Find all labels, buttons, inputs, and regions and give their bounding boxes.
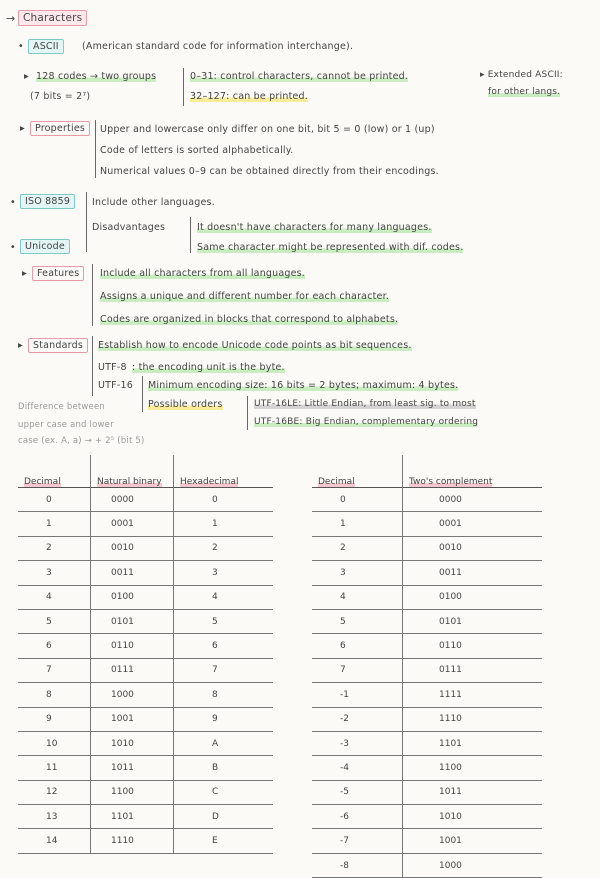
table-cell: -8 [312, 853, 403, 877]
table-cell: 1000 [91, 683, 174, 707]
table-cell: E [174, 829, 274, 853]
table-cell: C [174, 780, 274, 804]
iso-label: ISO 8859 [20, 194, 75, 209]
table-cell: A [174, 731, 274, 755]
table-cell: 1001 [403, 829, 543, 853]
table-cell: 1 [174, 512, 274, 536]
properties-label: Properties [30, 121, 90, 136]
table-cell: 1001 [91, 707, 174, 731]
table-row [18, 561, 273, 585]
table-cell: 3 [18, 561, 91, 585]
table-cell: 9 [174, 707, 274, 731]
table-row [312, 585, 542, 609]
utf16le: UTF-16LE: Little Endian, from least sig. to most [254, 399, 476, 409]
standards-intro: Establish how to encode Unicode code points as bit sequences. [98, 340, 412, 351]
table-row [312, 780, 542, 804]
table-cell: 0110 [403, 634, 543, 658]
table-row [18, 536, 273, 560]
table-row [312, 658, 542, 682]
twos-complement-table [312, 455, 542, 878]
table-row [312, 829, 542, 853]
table-cell: 1 [18, 512, 91, 536]
table-cell: -2 [312, 707, 403, 731]
properties-item-2: Code of letters is sorted alphabetically. [100, 145, 294, 156]
table-cell: 1011 [91, 756, 174, 780]
table-row [18, 683, 273, 707]
table-cell: 1110 [91, 829, 174, 853]
table-cell: 0001 [403, 512, 543, 536]
triangle-bullet-icon: ▸ [24, 71, 29, 82]
table-cell: 1000 [403, 853, 543, 877]
table-row [312, 756, 542, 780]
ascii-group2: 32–127: can be printed. [190, 91, 308, 102]
table2-header-twos: Two's complement [409, 477, 493, 487]
table-cell: 2 [312, 536, 403, 560]
utf16-min: Minimum encoding size: 16 bits = 2 bytes; maximum: 4 bytes. [148, 380, 459, 391]
table-cell: 0000 [403, 488, 543, 512]
ascii-extended-2: for other langs. [488, 87, 561, 97]
ascii-full-name: (American standard code for information interchange). [82, 41, 354, 52]
table-row [312, 488, 542, 512]
table-cell: 1101 [403, 731, 543, 755]
table-cell: 0100 [91, 585, 174, 609]
title-arrow-icon: → [6, 12, 16, 25]
ascii-group1: 0–31: control characters, cannot be printed. [190, 71, 409, 82]
table-cell: -7 [312, 829, 403, 853]
table-row [18, 707, 273, 731]
table-row [312, 853, 542, 877]
table-cell: B [174, 756, 274, 780]
divider [92, 336, 93, 396]
properties-item-3: Numerical values 0–9 can be obtained directly from their encodings. [100, 166, 439, 177]
table-cell: 1100 [403, 756, 543, 780]
table-cell: 1010 [403, 805, 543, 829]
table-cell: 0011 [91, 561, 174, 585]
table-cell: 0011 [403, 561, 543, 585]
table-row [312, 731, 542, 755]
table-cell: 0 [174, 488, 274, 512]
divider [190, 217, 191, 253]
table-cell: 1010 [91, 731, 174, 755]
table-cell: 5 [174, 609, 274, 633]
table-row [312, 536, 542, 560]
table-row [18, 756, 273, 780]
table-cell: 5 [312, 609, 403, 633]
table-cell: 0010 [91, 536, 174, 560]
table-row [312, 683, 542, 707]
ascii-extended-1: ▸ Extended ASCII: [480, 70, 563, 80]
divider [95, 120, 96, 178]
table-cell: 0 [312, 488, 403, 512]
iso-disadvantage-2: Same character might be represented with dif. codes. [197, 242, 464, 253]
table-cell: 1 [312, 512, 403, 536]
divider [92, 264, 93, 326]
table-cell: -1 [312, 683, 403, 707]
table-cell: 3 [312, 561, 403, 585]
table-cell: 2 [18, 536, 91, 560]
table-cell: -3 [312, 731, 403, 755]
page-title: Characters [18, 10, 87, 26]
utf8-text: : the encoding unit is the byte. [132, 362, 285, 373]
table-cell: 6 [312, 634, 403, 658]
table-cell: 1100 [91, 780, 174, 804]
table-cell: 7 [18, 658, 91, 682]
table1-header-hex: Hexadecimal [180, 477, 239, 487]
table-row [18, 829, 273, 853]
table-cell: 7 [312, 658, 403, 682]
table-cell: 0 [18, 488, 91, 512]
table-row [312, 561, 542, 585]
table-cell: 0111 [403, 658, 543, 682]
table-cell: 8 [174, 683, 274, 707]
bullet-icon: • [18, 41, 24, 52]
iso-disadvantages-label: Disadvantages [92, 222, 166, 233]
table1-header-binary: Natural binary [97, 477, 162, 487]
feature-2: Assigns a unique and different number for each character. [100, 291, 390, 302]
table-row [312, 707, 542, 731]
table-row [18, 634, 273, 658]
table-cell: 0010 [403, 536, 543, 560]
table1-header-decimal: Decimal [24, 477, 61, 487]
table-cell: 4 [312, 585, 403, 609]
table-row [18, 585, 273, 609]
triangle-bullet-icon: ▸ [20, 123, 25, 134]
ascii-label: ASCII [28, 39, 64, 54]
table-row [18, 658, 273, 682]
table-cell: 1101 [91, 805, 174, 829]
table-cell: 1111 [403, 683, 543, 707]
table-cell: 9 [18, 707, 91, 731]
divider [86, 192, 87, 252]
note-line-3: case (ex. A, a) → + 2⁵ (bit 5) [18, 436, 145, 446]
properties-item-1: Upper and lowercase only differ on one bit, bit 5 = 0 (low) or 1 (up) [100, 124, 435, 135]
table-cell: 8 [18, 683, 91, 707]
bullet-icon: • [10, 197, 16, 208]
unicode-label: Unicode [20, 239, 70, 254]
table-cell: 11 [18, 756, 91, 780]
table-row [18, 805, 273, 829]
feature-1: Include all characters from all languages. [100, 268, 306, 279]
table-cell: 0100 [403, 585, 543, 609]
table-cell: 0101 [403, 609, 543, 633]
note-line-2: upper case and lower [18, 420, 114, 430]
triangle-bullet-icon: ▸ [18, 340, 23, 351]
table-cell: 12 [18, 780, 91, 804]
table-cell: 4 [18, 585, 91, 609]
table-row [312, 609, 542, 633]
table-cell: 1110 [403, 707, 543, 731]
iso-includes: Include other languages. [92, 197, 215, 208]
table-cell: 1011 [403, 780, 543, 804]
table-cell: D [174, 805, 274, 829]
divider [142, 376, 143, 412]
table-cell: 10 [18, 731, 91, 755]
standards-label: Standards [28, 338, 88, 353]
table-cell: 0111 [91, 658, 174, 682]
table-cell: 6 [18, 634, 91, 658]
table-cell: 5 [18, 609, 91, 633]
table-row [312, 634, 542, 658]
table-row [312, 512, 542, 536]
table-cell: 14 [18, 829, 91, 853]
table-cell: 2 [174, 536, 274, 560]
table-cell: 6 [174, 634, 274, 658]
features-label: Features [32, 266, 84, 281]
iso-disadvantage-1: It doesn't have characters for many languages. [197, 222, 432, 233]
table-row [18, 731, 273, 755]
table-cell: 0110 [91, 634, 174, 658]
table2-header-decimal: Decimal [318, 477, 355, 487]
table-cell: 4 [174, 585, 274, 609]
table-cell: -5 [312, 780, 403, 804]
table-cell: 7 [174, 658, 274, 682]
feature-3: Codes are organized in blocks that correspond to alphabets. [100, 314, 399, 325]
table-cell: 0101 [91, 609, 174, 633]
table-cell: -6 [312, 805, 403, 829]
table-row [18, 609, 273, 633]
table-row [18, 512, 273, 536]
triangle-bullet-icon: ▸ [22, 268, 27, 279]
table-cell: 13 [18, 805, 91, 829]
table-cell: 0000 [91, 488, 174, 512]
possible-orders: Possible orders [148, 399, 223, 410]
utf16be: UTF-16BE: Big Endian, complementary ordering [254, 417, 479, 427]
table-row [18, 488, 273, 512]
bullet-icon: • [10, 242, 16, 253]
divider [183, 68, 184, 106]
table-row [312, 805, 542, 829]
divider [247, 396, 248, 430]
note-line-1: Difference between [18, 402, 106, 412]
utf8-label: UTF-8 [98, 362, 127, 373]
ascii-codes-line1: 128 codes → two groups [36, 71, 157, 82]
ascii-codes-line2: (7 bits = 2⁷) [30, 91, 91, 102]
table-cell: -4 [312, 756, 403, 780]
table-cell: 3 [174, 561, 274, 585]
table-cell: 0001 [91, 512, 174, 536]
utf16-label: UTF-16 [98, 380, 133, 391]
binary-hex-table [18, 455, 273, 854]
table-row [18, 780, 273, 804]
